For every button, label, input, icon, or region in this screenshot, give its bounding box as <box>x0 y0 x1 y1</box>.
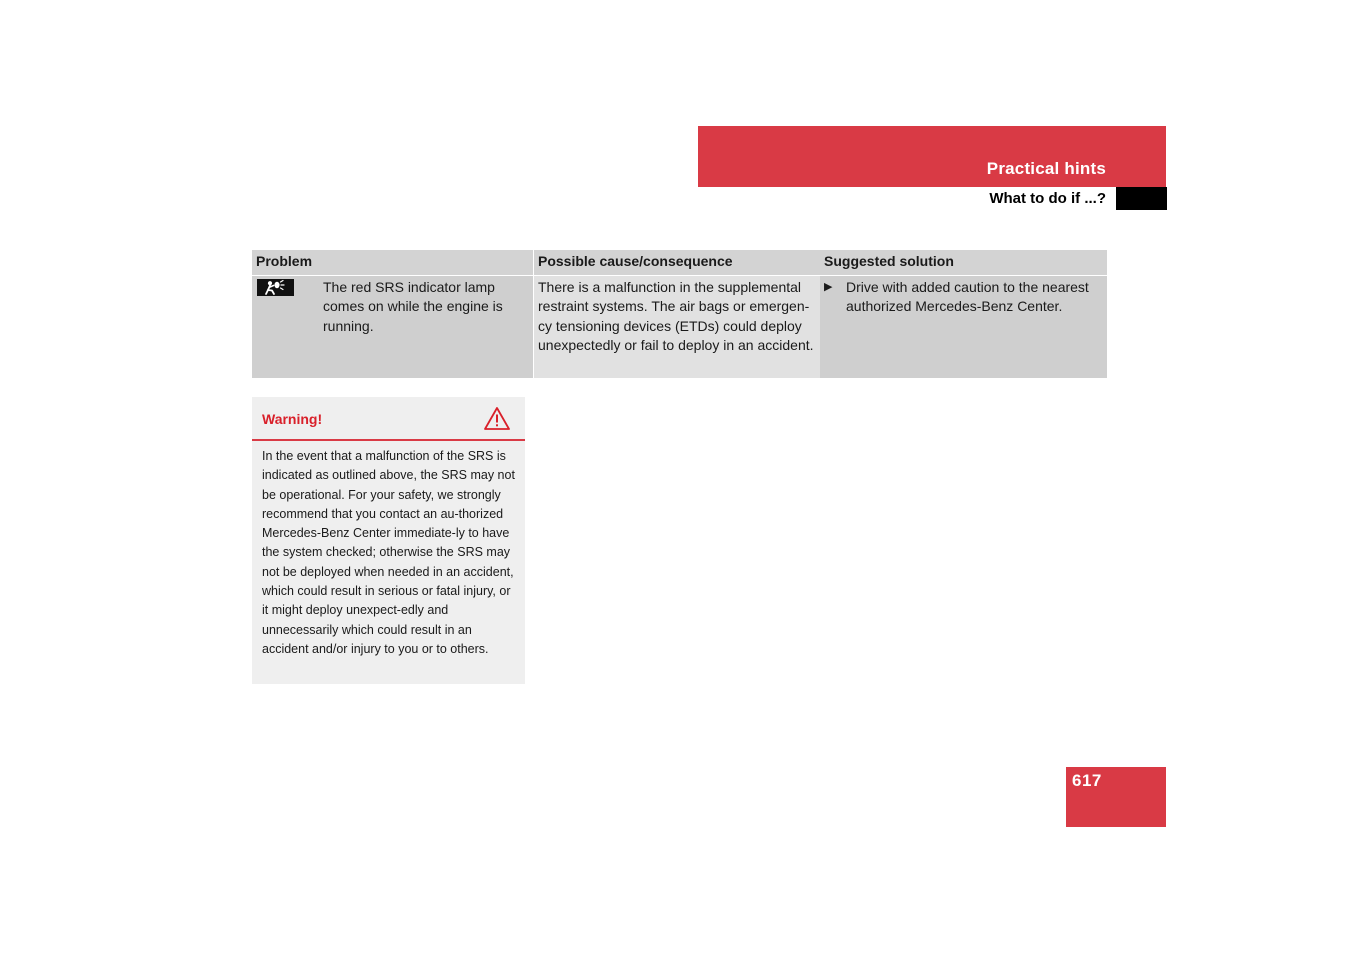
page-number: 617 <box>1072 771 1102 790</box>
srs-airbag-indicator-icon <box>257 279 294 296</box>
warning-box <box>252 397 525 684</box>
section-tab-marker <box>1116 187 1167 210</box>
solution-text: Drive with added caution to the nearest authorized Mercedes-Benz Center. <box>846 279 1089 315</box>
cell-cause: There is a malfunction in the supplemental restraint systems. The air bags or emergen-cy tensioning devices (ETDs) could deploy unexpectedly or fail to deploy in an accident. <box>534 276 820 378</box>
cell-solution <box>820 276 1107 378</box>
warning-body: In the event that a malfunction of the SRS is indicated as outlined above, the SRS may not be operational. For your safety, we strongly recommend that you contact an au-thorized Mercedes-Benz Center immediate-ly to have the system checked; otherwise the SRS may not be deployed when needed in an accident, which could result in serious or fatal injury, or it might deploy unexpect-edly and unnecessarily which could result in an accident and/or injury to you or to others. <box>262 449 515 656</box>
page-number-box <box>1066 767 1166 827</box>
warning-title: Warning! <box>262 411 323 427</box>
subsection-title: What to do if ...? <box>989 190 1106 207</box>
warning-header <box>252 397 525 441</box>
header-cause: Possible cause/consequence <box>534 250 820 275</box>
problem-table <box>252 250 1107 378</box>
header-solution: Suggested solution <box>820 250 1107 275</box>
cell-problem <box>252 276 533 378</box>
header-problem: Problem <box>252 250 533 275</box>
bullet-arrow-icon: ▶ <box>824 281 833 293</box>
warning-triangle-icon <box>483 406 511 436</box>
problem-text: The red SRS indicator lamp comes on while the engine is running. <box>323 279 503 334</box>
section-title: Practical hints <box>986 159 1106 178</box>
